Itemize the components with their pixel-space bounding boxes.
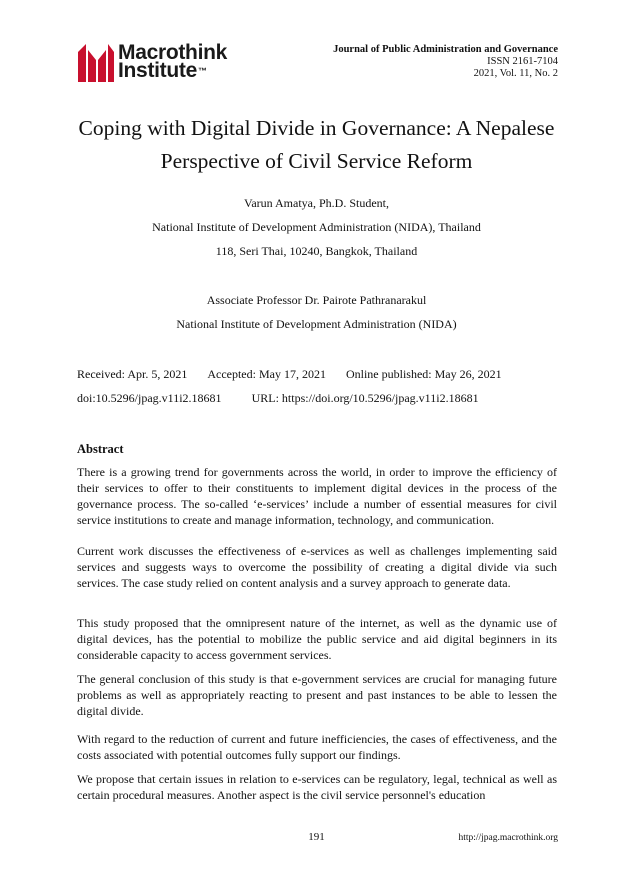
published-date: Online published: May 26, 2021	[345, 367, 502, 381]
paper-title	[40, 112, 593, 178]
logo-line-1: Macrothink	[118, 41, 228, 64]
abstract-paragraph: The general conclusion of this study is that e-government services are crucial for managing future problems as well as appropriately reacting to present and past instances to be able to lessen the digital divide.	[77, 672, 557, 718]
doi: doi:10.5296/jpag.v11i2.18681	[77, 391, 222, 405]
accepted-date: Accepted: May 17, 2021	[207, 367, 326, 381]
trademark-symbol: ™	[197, 66, 207, 76]
affiliation-2: National Institute of Development Administration (NIDA)	[176, 317, 457, 331]
abstract-paragraph: Current work discusses the effectiveness of e-services as well as challenges implementing said services and suggests ways to overcome the possibility of creating a digital divide via such services. The case study relied on content analysis and a survey approach to generate data.	[77, 544, 557, 590]
title-line-2: Perspective of Civil Service Reform	[160, 149, 473, 173]
abstract-paragraph: We propose that certain issues in relation to e-services can be regulatory, legal, technical as well as certain procedural measures. Another aspect is the civil service personnel's education	[77, 772, 557, 802]
page-number: 191	[308, 831, 325, 843]
author-1: Varun Amatya, Ph.D. Student,	[244, 196, 389, 210]
journal-issn: ISSN 2161-7104	[487, 56, 558, 67]
logo-line-2: Institute	[118, 59, 197, 82]
address-1: 118, Seri Thai, 10240, Bangkok, Thailand	[215, 244, 418, 258]
doi-line	[77, 391, 479, 406]
journal-info	[333, 44, 558, 80]
journal-volume: 2021, Vol. 11, No. 2	[473, 68, 558, 79]
publication-dates	[77, 367, 502, 382]
publisher-logo	[78, 41, 248, 84]
abstract-paragraph: This study proposed that the omnipresent nature of the internet, as well as the dynamic use of digital devices, has the potential to mobilize the public service and aid digital beginners in its considerable capacity to access government services.	[77, 616, 557, 662]
journal-name: Journal of Public Administration and Governance	[333, 44, 558, 55]
doi-url[interactable]: URL: https://doi.org/10.5296/jpag.v11i2.18681	[251, 391, 479, 405]
affiliation-1: National Institute of Development Administration (NIDA), Thailand	[152, 220, 481, 234]
abstract-paragraph: With regard to the reduction of current and future inefficiencies, the cases of effectiveness, and the costs associated with potential outcomes fully support our findings.	[77, 732, 557, 762]
title-line-1: Coping with Digital Divide in Governance: A Nepalese	[78, 116, 555, 140]
received-date: Received: Apr. 5, 2021	[77, 367, 188, 381]
abstract-heading: Abstract	[77, 442, 124, 456]
macrothink-logo-icon	[78, 44, 114, 82]
author-2: Associate Professor Dr. Pairote Pathranarakul	[206, 293, 427, 307]
logo-wordmark	[118, 41, 228, 82]
abstract-paragraph: There is a growing trend for governments across the world, in order to improve the efficiency of their services to offer to their constituents to implement digital devices in the process of the governance process. The so-called ‘e-services’ include a number of essential measures for civil service institutions to create and manage information, technology, and communication.	[77, 465, 557, 527]
footer-url[interactable]: http://jpag.macrothink.org	[458, 833, 558, 843]
